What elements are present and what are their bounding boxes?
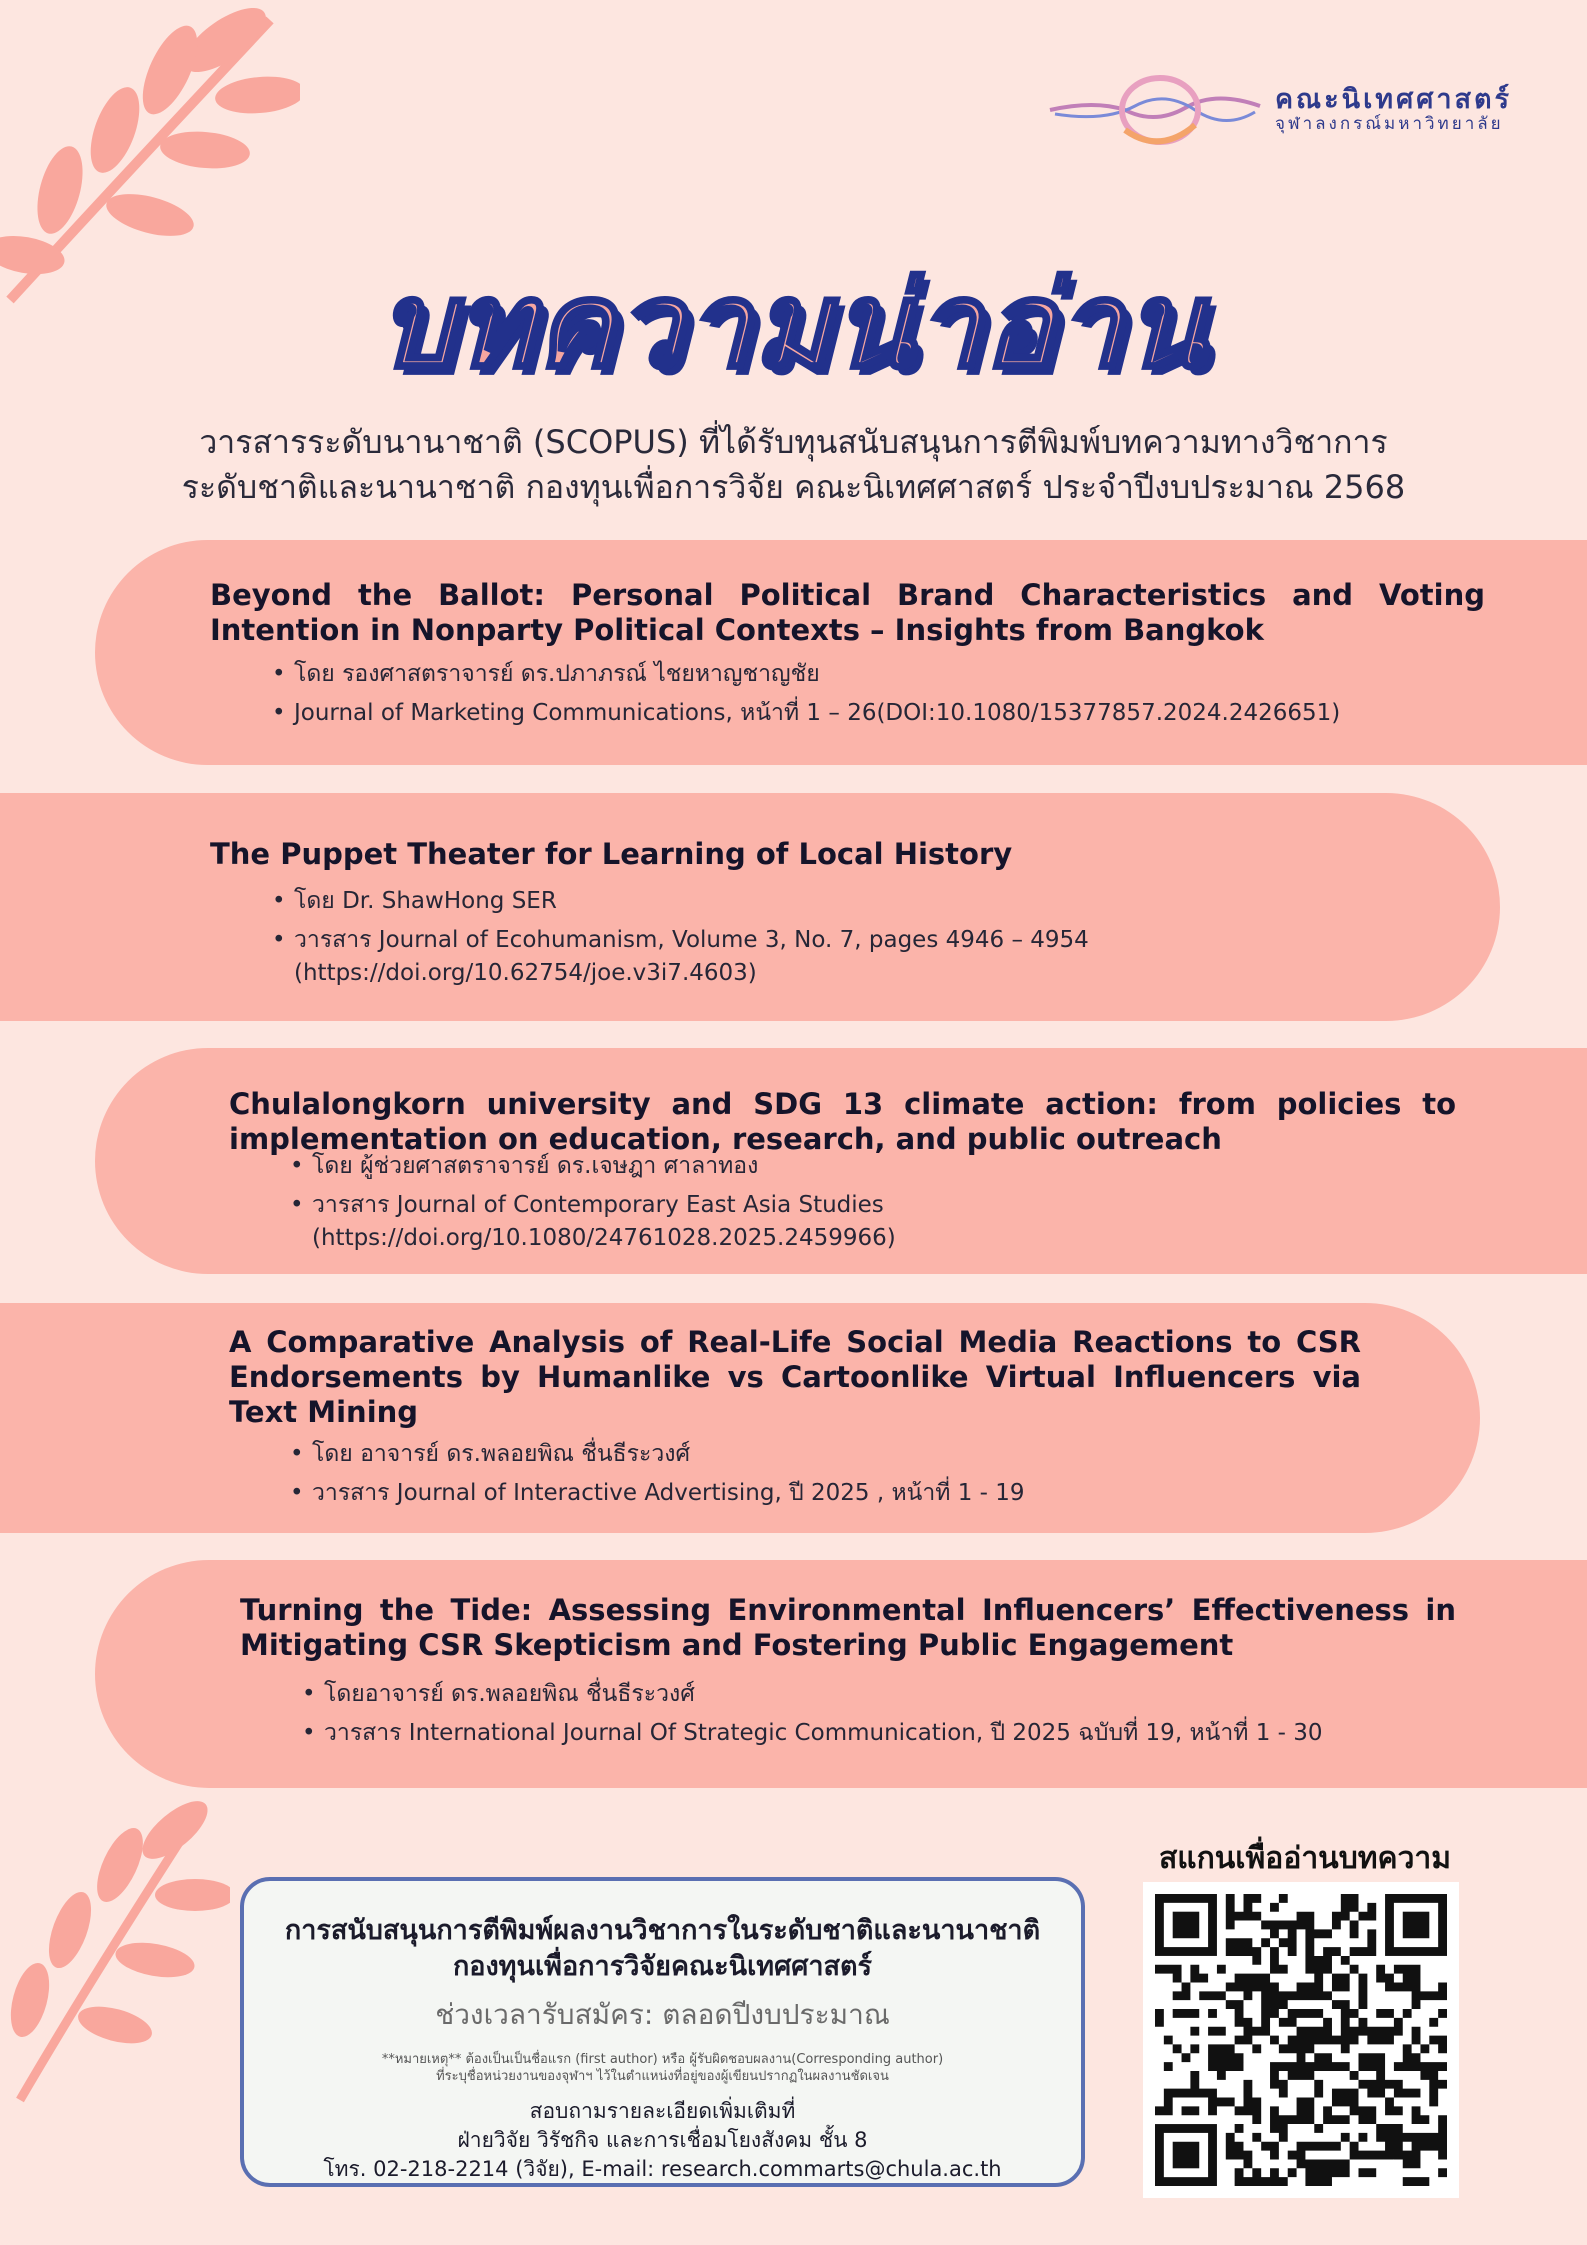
subtitle-line-2: ระดับชาติและนานาชาติ กองทุนเพื่อการวิจัย คณะนิเทศศาสตร์ ประจำปีงบประมาณ 2568 (181, 468, 1406, 506)
article-journal: • Journal of Marketing Communications, หน้าที่ 1 – 26(DOI:10.1080/15377857.2024.2426651) (272, 697, 1472, 730)
article-card-3 (95, 1048, 1587, 1274)
qr-finder-pattern (1155, 2124, 1217, 2186)
qr-code[interactable] (1143, 1882, 1459, 2198)
article-journal-name: • วารสาร Journal of Contemporary East Asia Studies (312, 1192, 884, 1218)
article-author: • โดย ผู้ช่วยศาสตราจารย์ ดร.เจษฎา ศาลาทอง (290, 1150, 1440, 1183)
article-title: Chulalongkorn university and SDG 13 climate action: from policies to implementation on education, research, and public outreach (229, 1087, 1456, 1156)
article-journal (272, 924, 1422, 990)
leaf-branch-bottom-icon (0, 1780, 230, 2110)
article-card-1 (95, 540, 1587, 765)
contact-line-2: ฝ่ายวิจัย วิรัชกิจ และการเชื่อมโยงสังคม ชั้น 8 (457, 2128, 868, 2152)
article-card-5 (95, 1560, 1587, 1788)
article-journal-name: • วารสาร Journal of Ecohumanism, Volume 3, No. 7, pages 4946 – 4954 (294, 927, 1089, 953)
article-title: Beyond the Ballot: Personal Political Brand Characteristics and Voting Intention in Nonparty Political Contexts – Insights from Bangkok (210, 578, 1485, 647)
info-note (244, 2051, 1081, 2085)
article-card-4 (0, 1303, 1480, 1533)
info-title (244, 1913, 1081, 1985)
qr-finder-pattern (1155, 1894, 1217, 1956)
contact-line-3: โทร. 02-218-2214 (วิจัย), E-mail: research.commarts@chula.ac.th (323, 2157, 1002, 2181)
qr-code-icon[interactable] (1143, 1882, 1459, 2198)
article-title: A Comparative Analysis of Real-Life Social Media Reactions to CSR Endorsements by Humanlike vs Cartoonlike Virtual Influencers via Text Mining (229, 1325, 1361, 1429)
article-author: • โดย Dr. ShawHong SER (272, 885, 1422, 918)
article-journal: • วารสาร International Journal Of Strategic Communication, ปี 2025 ฉบับที่ 19, หน้าที่ 1 - 30 (302, 1717, 1452, 1750)
page-title: บทความน่าอ่าน (379, 256, 1208, 394)
article-title: The Puppet Theater for Learning of Local History (210, 837, 1013, 871)
contact-info (244, 2097, 1081, 2184)
faculty-logo (1045, 70, 1515, 150)
subtitle-line-1: วารสารระดับนานาชาติ (SCOPUS) ที่ได้รับทุนสนับสนุนการตีพิมพ์บทความทางวิชาการ (199, 423, 1388, 461)
article-doi: (https://doi.org/10.62754/joe.v3i7.4603) (294, 960, 757, 986)
wave-logo-icon (1045, 70, 1265, 150)
article-author: • โดยอาจารย์ ดร.พลอยพิณ ชื่นธีระวงศ์ (302, 1678, 1452, 1711)
application-period: ช่วงเวลารับสมัคร: ตลอดปีงบประมาณ (435, 1998, 890, 2031)
article-journal: • วารสาร Journal of Interactive Advertising, ปี 2025 , หน้าที่ 1 - 19 (290, 1477, 1390, 1510)
info-title-line-2: กองทุนเพื่อการวิจัยคณะนิเทศศาสตร์ (452, 1951, 873, 1982)
article-card-2 (0, 793, 1500, 1021)
qr-label: สแกนเพื่ออ่านบทความ (1158, 1841, 1452, 1876)
article-title: Turning the Tide: Assessing Environmental Influencers’ Effectiveness in Mitigating CSR Skepticism and Fostering Public Engagement (240, 1593, 1456, 1662)
logo-name: คณะนิเทศศาสตร์ (1275, 84, 1513, 115)
page-subtitle (0, 420, 1587, 510)
article-journal (290, 1189, 1440, 1255)
info-note-line-1: **หมายเหตุ** ต้องเป็นเป็นชื่อแรก (first author) หรือ ผู้รับผิดชอบผลงาน(Corresponding author) (381, 2052, 944, 2067)
contact-line-1: สอบถามรายละเอียดเพิ่มเติมที่ (529, 2099, 796, 2123)
funding-info-box (240, 1877, 1085, 2187)
article-author: • โดย รองศาสตราจารย์ ดร.ปภาภรณ์ ไชยหาญชาญชัย (272, 658, 1472, 691)
article-doi: (https://doi.org/10.1080/24761028.2025.2459966) (312, 1225, 896, 1251)
qr-finder-pattern (1385, 1894, 1447, 1956)
logo-university: จุฬาลงกรณ์มหาวิทยาลัย (1275, 114, 1504, 135)
article-author: • โดย อาจารย์ ดร.พลอยพิณ ชื่นธีระวงศ์ (290, 1438, 1390, 1471)
info-title-line-1: การสนับสนุนการตีพิมพ์ผลงานวิชาการในระดับชาติและนานาชาติ (284, 1915, 1041, 1946)
info-note-line-2: ที่ระบุชื่อหน่วยงานของจุฬาฯ ไว้ในตำแหน่งที่อยู่ของผู้เขียนปรากฏในผลงานชัดเจน (436, 2069, 889, 2084)
